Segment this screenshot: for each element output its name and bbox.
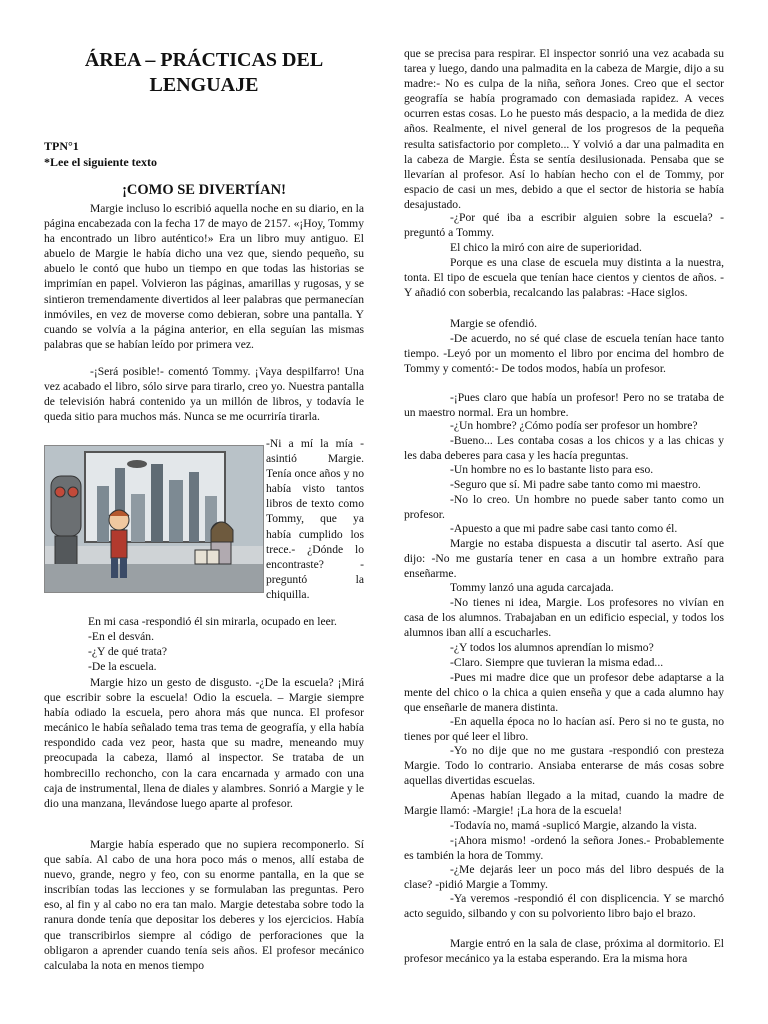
dialogue-line: -Yo no dije que no me gustara -respondió con presteza Margie. Todo lo contrario. Ansiaba enterarse de más cosas sobre aquellas divertidas escuelas. [404,744,724,788]
illustration-cartoon [44,445,264,593]
paragraph: Apenas habían llegado a la mitad, cuando la madre de Margie llamó: -Margie! ¡La hora de la escuela! [404,789,724,818]
dialogue-line: En mi casa -respondió él sin mirarla, ocupado en leer. [88,615,337,628]
dialogue-line: -Apuesto a que mi padre sabe casi tanto como él. [450,522,678,535]
dialogue-line: -¡Pues claro que había un profesor! Pero no se trataba de un maestro normal. Era un hombre. [404,391,724,420]
paragraph: Margie había esperado que no supiera recomponerlo. Sí que sabía. Al cabo de una hora poco más o menos, allí estaba de nuevo, grande, negro y feo, con su enorme pantalla, en la que se inscribían todas las lecciones y se formulaban las preguntas. Pero eso, al fin y al cabo no era tan malo. Margie detestaba sobre todo la ranura donde tenía que depositar los deberes y los ejercicios. Había que transcribirlos siempre al código de perforaciones que la obligaron a aprender cuando tenía seis años. El profesor mecánico calculaba la nota en menos tiempo [44,838,364,972]
dialogue-line: -¿Por qué iba a escribir alguien sobre la escuela? - preguntó a Tommy. [404,211,724,240]
dialogue-line: -Todavía no, mamá -suplicó Margie, alzando la vista. [450,819,697,832]
story-title: ¡COMO SE DIVERTÍAN! [122,182,286,198]
page-title [44,48,364,98]
paragraph: Margie entró en la sala de clase, próxima al dormitorio. El profesor mecánico ya la estaba esperando. Era la misma hora [404,937,724,966]
dialogue-line: Margie se ofendió. [450,317,538,330]
dialogue-line: -¿Un hombre? ¿Cómo podía ser profesor un hombre? [450,419,698,432]
dialogue-line: -¿Y todos los alumnos aprendían lo mismo? [450,641,654,654]
dialogue-line: -¿Me dejarás leer un poco más del libro después de la clase? -pidió Margie a Tommy. [404,863,724,892]
dialogue-line: -No lo creo. Un hombre no puede saber tanto como un profesor. [404,493,724,522]
paragraph-beside-image: -Ni a mí la mía - asintió Margie. Tenía once años y no había visto tantos libros de texto como Tommy, que ya había cumplido los trece.- ¿Dónde lo encontraste? - preguntó la chiquilla. [266,437,364,601]
dialogue-line: -Bueno... Les contaba cosas a los chicos y a las chicas y les daba deberes para casa y les hacía preguntas. [404,434,724,463]
dialogue-line: Porque es una clase de escuela muy distinta a la nuestra, tonta. El tipo de escuela que tenían hace cientos y cientos de años. -Y añadió con soberbia, recalcando las palabras: -Hace siglos. [404,256,724,300]
dialogue-line: -Ya veremos -respondió él con displicencia. Y se marchó acto seguido, silbando y con su polvoriento libro bajo el brazo. [404,892,724,921]
dialogue-line: -De acuerdo, no sé qué clase de escuela tenían hace tanto tiempo. -Leyó por un momento el libro por encima del hombro de Tommy y comentó:- De todos modos, había un profesor. [404,332,724,376]
dialogue-line: -¿Y de qué trata? [88,645,168,658]
dialogue-line: -No tienes ni idea, Margie. Los profesores no vivían en casa de los alumnos. Trabajaban en un edificio especial, y todos los alumnos iban allí a escucharles. [404,596,724,640]
paragraph: Margie hizo un gesto de disgusto. -¿De la escuela? ¡Mirá que escribir sobre la escuela! Odio la escuela. – Margie siempre había odiado la escuela, pero ahora más que nunca. El profesor mecánico le había señalado tema tras tema de geografía, y ella había respondido cada vez peor, hasta que su madre, meneando muy preocupada la cabeza, llamó al inspector. Se trataba de un hombrecillo rechoncho, con la cara encarnada y armado con una caja de instrumental, llena de diales y alambres. Sonrió a Margie y le dio una manzana, llevándose luego aparte al profesor. [44,676,364,810]
paragraph: que se precisa para respirar. El inspector sonrió una vez acabada su tarea y luego, dando una palmadita en la cabeza de Margie, dijo a su madre:- No es culpa de la niña, señora Jones. Creo que el sector geografía se había programado con demasiada rapidez. A veces ocurren estas cosas. Lo he puesto más despacio, a la medida de diez años. Realmente, el nivel general de los progresos de la pequeña resulta satisfactorio por completo... Y volvió a dar una palmadita en la cabeza de Margie. Ésta se sentía desilusionada. Pensaba que se llevarían al profesor. Así lo habían hecho con el de Tommy, por espacio de casi un mes, debido a que el sector de historia se había desajustado. [404,47,724,211]
page-title-line-1: ÁREA – PRÁCTICAS DEL [84,49,324,71]
dialogue-line: -Seguro que sí. Mi padre sabe tanto como mi maestro. [450,478,701,491]
dialogue-line: El chico la miró con aire de superioridad. [450,241,642,254]
dialogue-line: -Pues mi madre dice que un profesor debe adaptarse a la mente del chico o la chica a quien enseña y que a cada alumno hay que enseñarle de manera distinta. [404,671,724,715]
instruction: *Lee el siguiente texto [44,155,157,169]
dialogue-line: -¡Ahora mismo! -ordenó la señora Jones.- Probablemente es también la hora de Tommy. [404,834,724,863]
dialogue-line: Margie no estaba dispuesta a discutir tal aserto. Así que dijo: -No me gustaría tener en casa a un hombre extraño para enseñarme. [404,537,724,581]
dialogue-line: Tommy lanzó una aguda carcajada. [450,581,614,594]
dialogue-line: -En el desván. [88,630,154,643]
dialogue-line: -Un hombre no es lo bastante listo para eso. [450,463,654,476]
dialogue-line: -En aquella época no lo hacían así. Pero si no te gusta, no tienes por qué leer el libro. [404,715,724,744]
dialogue-line: -De la escuela. [88,660,157,673]
page-title-line-2: LENGUAJE [149,74,259,96]
tp-number: TPN°1 [44,139,79,153]
dialogue-line: -Claro. Siempre que tuvieran la misma edad... [450,656,664,669]
paragraph: Margie incluso lo escribió aquella noche en su diario, en la página encabezada con la fecha 17 de mayo de 2157. «¡Hoy, Tommy ha encontrado un libro auténtico!» Era un libro muy antiguo. El abuelo de Margie le había dicho una vez que, siendo pequeño, su abuelo le contó que hubo un tiempo en que todas las historias se imprimían en papel. Volvieron las páginas, amarillas y rugosas, y se sintieron tremendamente divertidos al leer palabras que permanecían inmóviles, en vez de moverse como debieran, sobre una pantalla. Y cuando se volvía a la página anterior, en ella seguían las mismas palabras que se habían leído por primera vez. [44,202,364,351]
paragraph: -¡Será posible!- comentó Tommy. ¡Vaya despilfarro! Una vez acabado el libro, sólo sirve para tirarlo, creo yo. Nuestra pantalla de televisión habrá contenido ya un millón de libros, y todavía le queda sitio para muchos más. Nunca se me ocurriría tirarla. [44,365,364,424]
robot-children-image [45,446,263,592]
